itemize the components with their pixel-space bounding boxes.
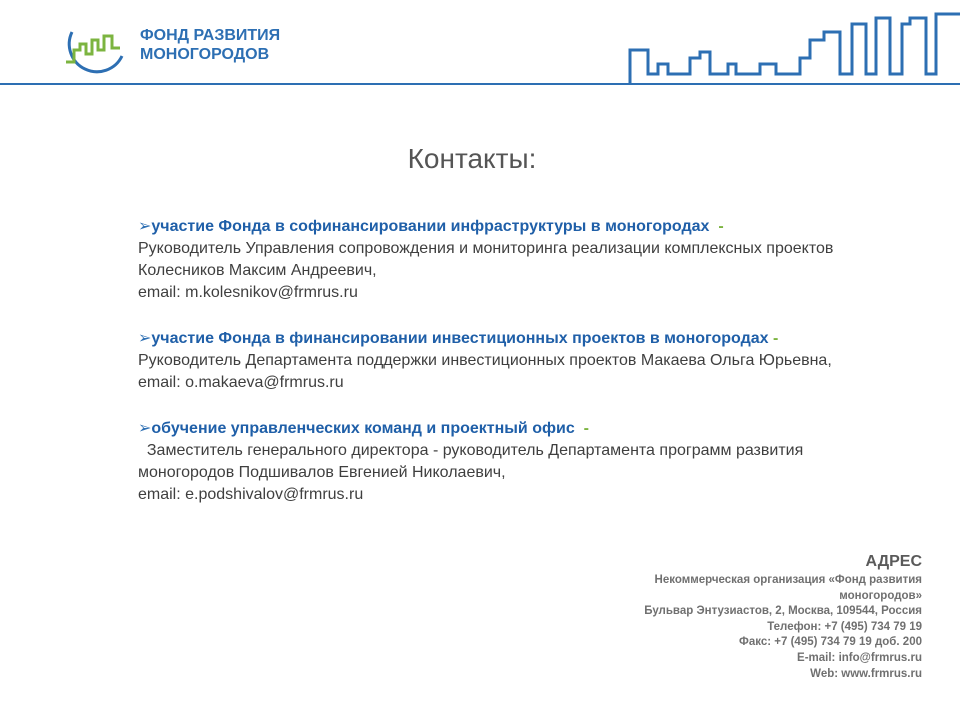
address-phone: Телефон: +7 (495) 734 79 19 xyxy=(767,620,922,633)
contact-email[interactable]: email: e.podshivalov@frmrus.ru xyxy=(138,486,364,503)
contact-heading: участие Фонда в софинансировании инфраструктуры в моногородах xyxy=(151,218,710,235)
logo-line-2: МОНОГОРОДОВ xyxy=(140,46,270,63)
address-org: Некоммерческая организация «Фонд развития моногородов» xyxy=(654,574,922,602)
arrow-bullet-icon: ➢ xyxy=(138,330,152,347)
contact-dash: - xyxy=(772,330,779,347)
contact-dash: - xyxy=(583,420,589,437)
contact-email[interactable]: email: m.kolesnikov@frmrus.ru xyxy=(138,284,358,301)
contact-item xyxy=(138,328,878,394)
arrow-bullet-icon: ➢ xyxy=(138,420,152,437)
address-fax: Факс: +7 (495) 734 79 19 доб. 200 xyxy=(739,636,922,649)
logo-emblem-icon xyxy=(66,32,122,72)
contact-heading: участие Фонда в финансировании инвестиционных проектов в моногородах xyxy=(151,330,769,347)
address-web[interactable]: Web: www.frmrus.ru xyxy=(810,667,922,680)
contact-item xyxy=(138,216,878,304)
address-title: АДРЕС xyxy=(865,553,922,570)
address-block xyxy=(592,552,922,682)
contact-email[interactable]: email: o.makaeva@frmrus.ru xyxy=(138,374,344,391)
contacts-list xyxy=(138,216,878,530)
contact-heading: обучение управленческих команд и проектный офис xyxy=(151,420,575,437)
contact-item xyxy=(138,418,878,506)
contact-person: Руководитель Управления сопровождения и мониторинга реализации комплексных проектов Колесников Максим Андреевич, xyxy=(138,240,834,279)
arrow-bullet-icon: ➢ xyxy=(138,218,152,235)
address-email[interactable]: E-mail: info@frmrus.ru xyxy=(797,651,922,664)
contact-person: Руководитель Департамента поддержки инвестиционных проектов Макаева Ольга Юрьевна, xyxy=(138,352,832,369)
logo-text xyxy=(140,26,280,64)
header xyxy=(0,0,960,95)
contact-person: Заместитель генерального директора - руководитель Департамента программ развития моногородов Подшивалов Евгенией Николаевич, xyxy=(138,442,804,481)
logo-line-1: ФОНД РАЗВИТИЯ xyxy=(140,27,281,44)
page-title: Контакты: xyxy=(407,143,537,174)
address-street: Бульвар Энтузиастов, 2, Москва, 109544, Россия xyxy=(644,605,922,618)
contact-dash: - xyxy=(718,218,724,235)
